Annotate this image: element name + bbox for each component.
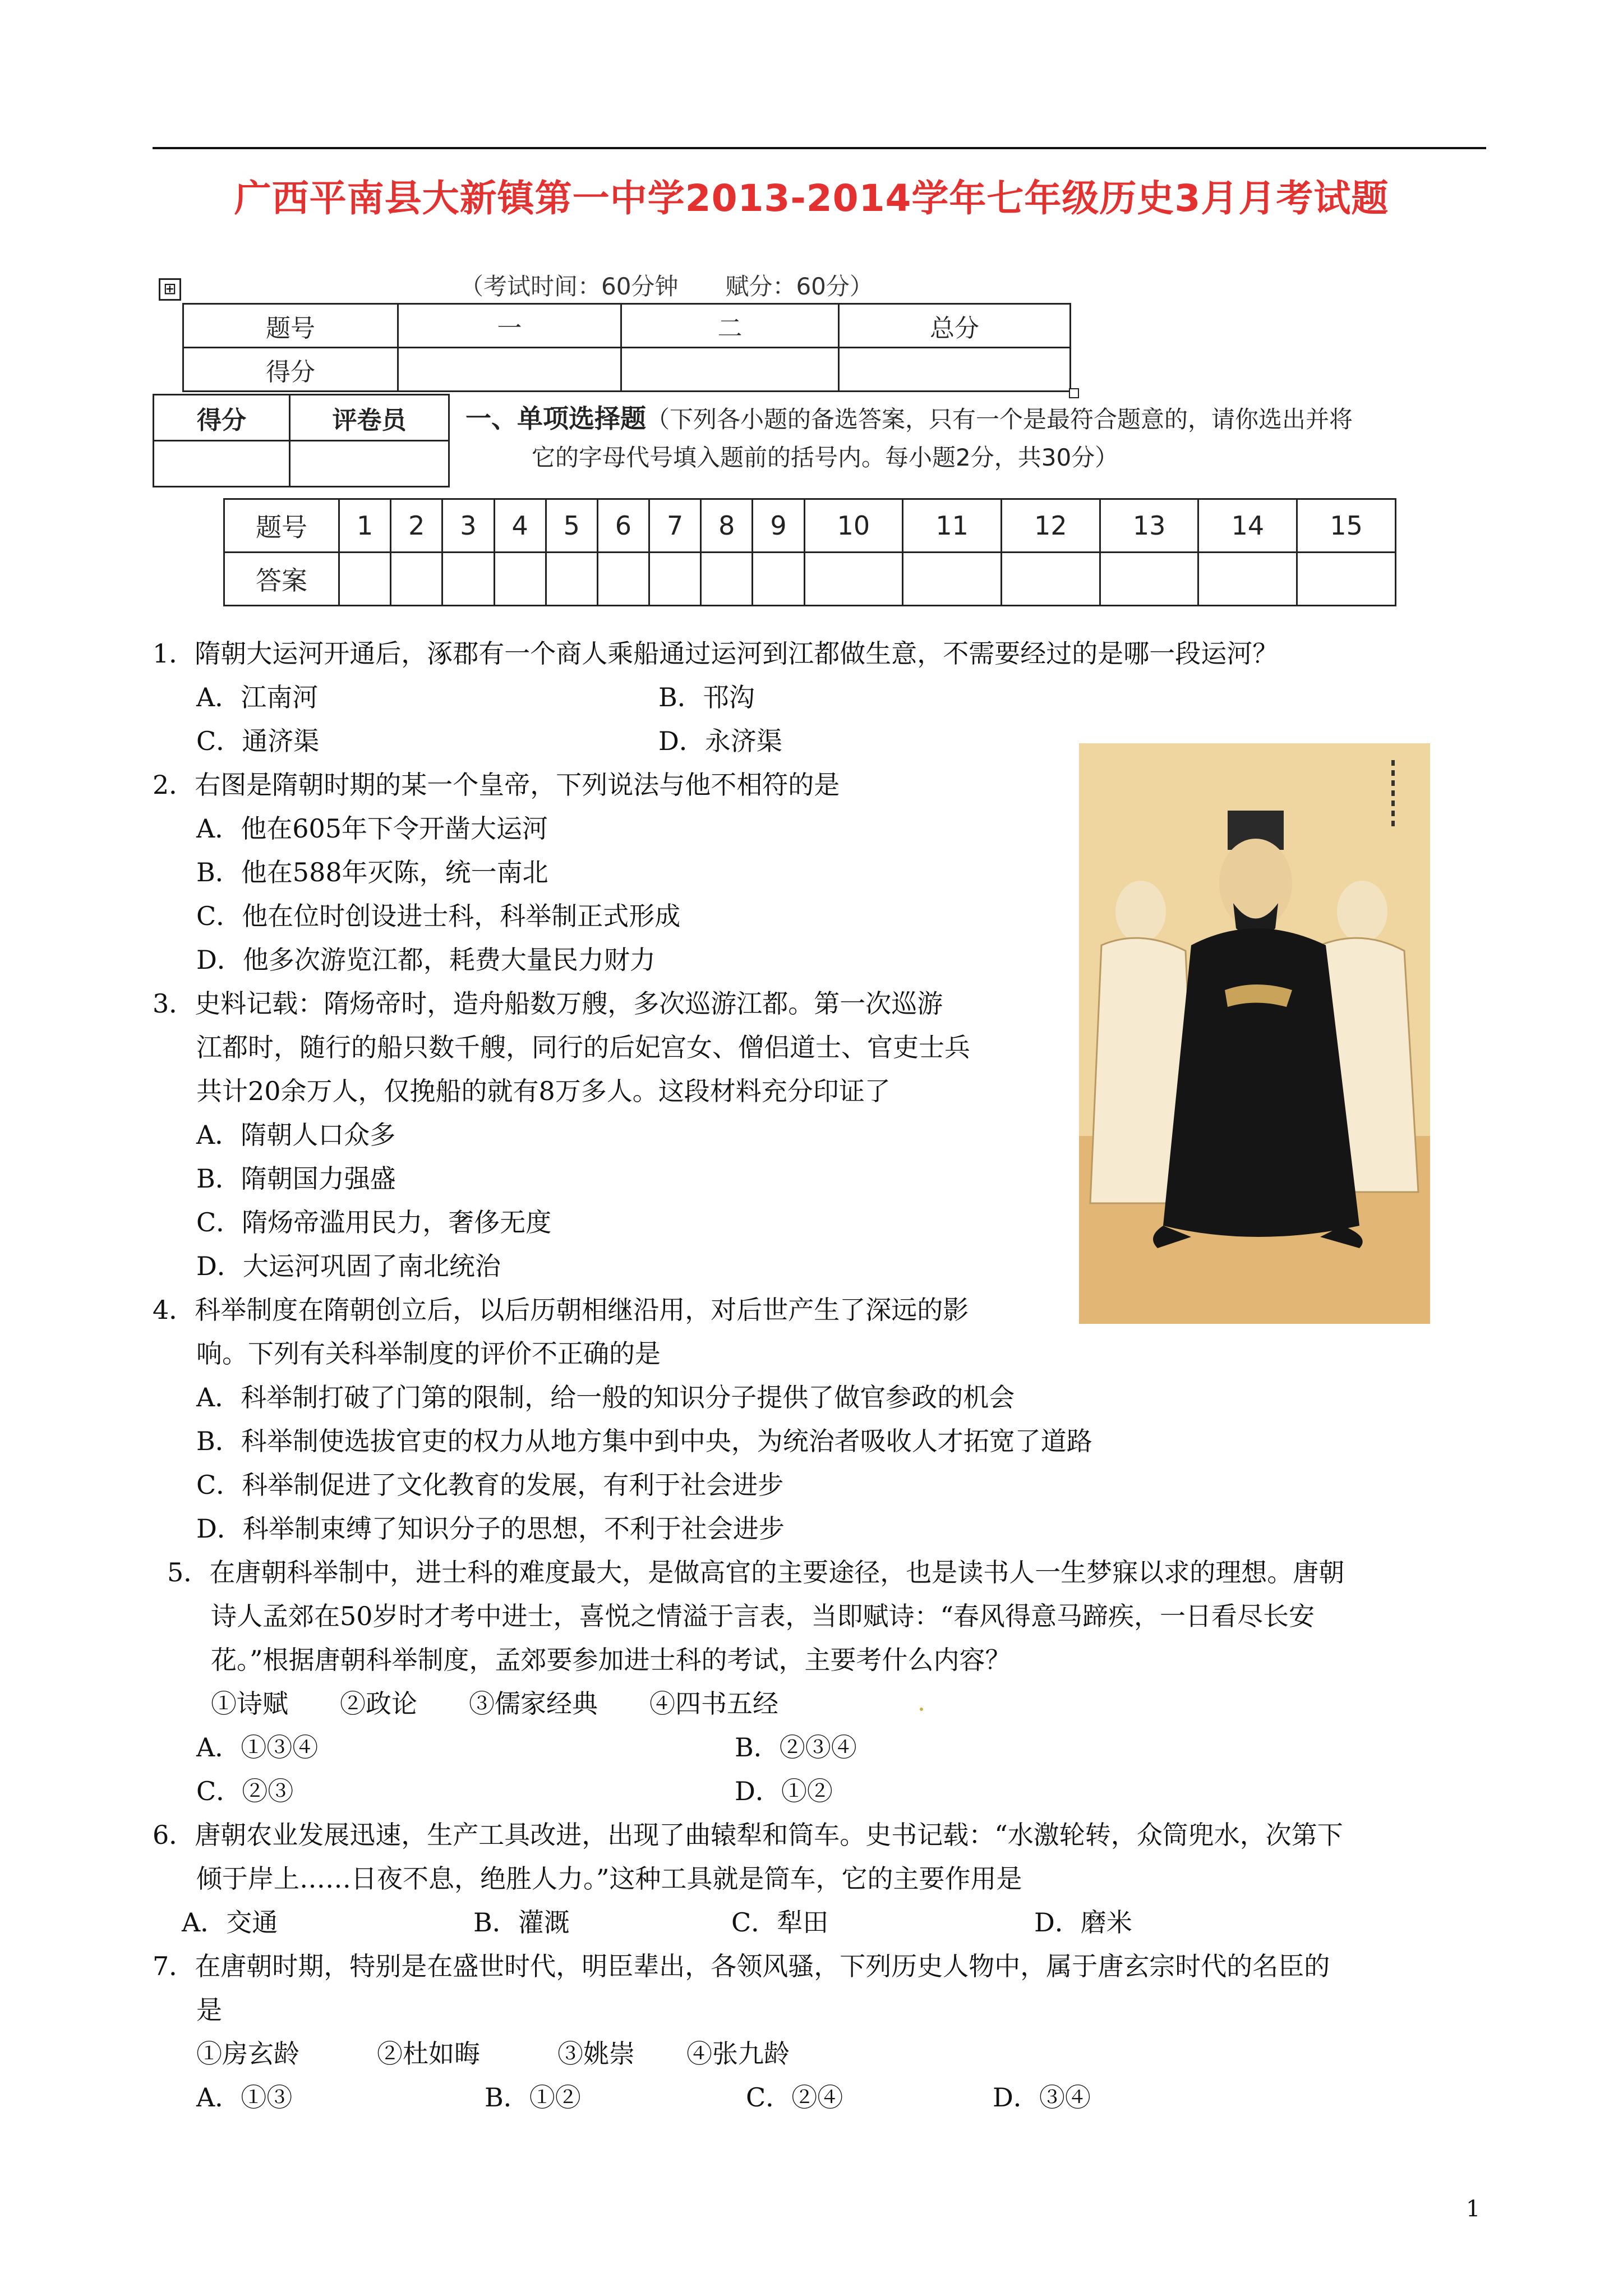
question-1-option-b: B．邗沟 [658,682,755,712]
question-number: 7 [649,499,701,553]
score-table-header: 二 [621,304,839,348]
question-1-option-d: D．永济渠 [658,726,782,756]
question-7-option-d: D．③④ [993,2082,1091,2113]
answer-cell[interactable] [1002,553,1100,606]
question-6-stem-line2: 倾于岸上……日夜不息，绝胜人力。”这种工具就是筒车，它的主要作用是 [196,1864,1022,1894]
score-table [182,303,1071,392]
answer-cell[interactable] [649,553,701,606]
question-4-option-d: D．科举制束缚了知识分子的思想，不利于社会进步 [196,1513,785,1544]
answer-table-header-label: 题号 [224,499,339,553]
question-number: 10 [804,499,903,553]
question-3-stem-line3: 共计20余万人，仅挽船的就有8万多人。这段材料充分印证了 [196,1076,891,1106]
section-instructions [465,399,1430,477]
answer-cell[interactable] [1100,553,1198,606]
score-table-label: 得分 [183,348,398,392]
question-number: 14 [1198,499,1297,553]
question-number: 4 [494,499,546,553]
question-1-option-a: A．江南河 [196,682,319,712]
question-1-option-c: C．通济渠 [196,726,320,756]
question-6-option-b: B．灌溉 [473,1907,570,1938]
question-3-stem-line1: 3．史料记载：隋炀帝时，造舟船数万艘，多次巡游江都。第一次巡游 [153,988,943,1019]
question-5-stem-line2: 诗人孟郊在50岁时才考中进士，喜悦之情溢于言表，当即赋诗：“春风得意马蹄疾，一日看尽长安 [211,1601,1315,1631]
question-number: 12 [1002,499,1100,553]
answer-cell[interactable] [442,553,494,606]
header-rule [153,147,1486,149]
question-2-option-d: D．他多次游览江都，耗费大量民力财力 [196,945,656,975]
question-number: 11 [903,499,1002,553]
question-3-option-d: D．大运河巩固了南北统治 [196,1251,501,1281]
grader-score-cell[interactable] [154,441,290,487]
score-cell[interactable] [839,348,1071,392]
grader-label: 评卷员 [290,395,449,441]
question-number: 6 [597,499,649,553]
stray-dot [920,1708,923,1711]
question-3-option-a: A．隋朝人口众多 [196,1120,396,1150]
question-4-stem-line1: 4．科举制度在隋朝创立后，以后历朝相继沿用，对后世产生了深远的影 [153,1295,969,1325]
question-5-option-b: B．②③④ [735,1732,857,1763]
question-5-items: ①诗赋 ②政论 ③儒家经典 ④四书五经 [211,1688,778,1719]
question-5-stem-line1: 5．在唐朝科举制中，进士科的难度最大，是做高官的主要途径，也是读书人一生梦寐以求的理想。唐朝 [167,1557,1345,1588]
question-1-stem: 1．隋朝大运河开通后，涿郡有一个商人乘船通过运河到江都做生意，不需要经过的是哪一段运河？ [153,638,1279,669]
question-4-stem-line2: 响。下列有关科举制度的评价不正确的是 [196,1338,661,1369]
answer-cell[interactable] [1198,553,1297,606]
emperor-portrait-drawing [1079,743,1430,1324]
question-number: 13 [1100,499,1198,553]
answer-cell[interactable] [391,553,442,606]
question-number: 9 [753,499,804,553]
question-2-option-b: B．他在588年灭陈，统一南北 [196,857,548,887]
question-3-stem-line2: 江都时，随行的船只数千艘，同行的后妃宫女、僧侣道士、官吏士兵 [196,1032,970,1062]
question-2-option-a: A．他在605年下令开凿大运河 [196,813,548,844]
question-7-option-a: A．①③ [196,2082,293,2113]
answer-cell[interactable] [494,553,546,606]
question-7-stem-line2: 是 [196,1995,222,2025]
question-6-option-d: D．磨米 [1034,1907,1132,1938]
emperor-portrait-image [1079,743,1430,1324]
question-5-option-d: D．①② [735,1776,833,1806]
score-table-header: 一 [398,304,621,348]
question-6-stem-line1: 6．唐朝农业发展迅速，生产工具改进，出现了曲辕犁和筒车。史书记载：“水激轮转，众筒兜水，次第下 [153,1820,1343,1850]
question-number: 1 [339,499,391,553]
answer-cell[interactable] [753,553,804,606]
table-move-handle-icon[interactable]: ⊞ [159,278,181,301]
question-number: 3 [442,499,494,553]
question-4-option-b: B．科举制使选拔官吏的权力从地方集中到中央，为统治者吸收人才拓宽了道路 [196,1426,1092,1456]
question-3-option-b: B．隋朝国力强盛 [196,1163,396,1194]
table-resize-handle[interactable] [1069,388,1079,398]
answer-cell[interactable] [903,553,1002,606]
question-7-option-c: C．②④ [746,2082,843,2113]
question-3-option-c: C．隋炀帝滥用民力，奢侈无度 [196,1207,552,1237]
question-2-option-c: C．他在位时创设进士科，科举制正式形成 [196,901,681,931]
grader-name-cell[interactable] [290,441,449,487]
question-number: 2 [391,499,442,553]
question-5-stem-line3: 花。”根据唐朝科举制度，孟郊要参加进士科的考试，主要考什么内容？ [211,1645,1011,1675]
question-4-option-c: C．科举制促进了文化教育的发展，有利于社会进步 [196,1470,784,1500]
score-cell[interactable] [621,348,839,392]
question-6-option-c: C．犁田 [731,1907,829,1938]
grader-score-label: 得分 [154,395,290,441]
question-7-items: ①房玄龄 ②杜如晦 ③姚崇 ④张九龄 [196,2039,790,2069]
question-number: 8 [701,499,753,553]
question-5-option-a: A．①③④ [196,1732,319,1763]
score-table-header: 题号 [183,304,398,348]
answer-cell[interactable] [339,553,391,606]
page-title: 广西平南县大新镇第一中学2013-2014学年七年级历史3月月考试题 [234,177,1389,220]
answer-cell[interactable] [1297,553,1396,606]
grader-table [153,394,450,487]
question-number: 5 [546,499,597,553]
question-7-option-b: B．①② [485,2082,581,2113]
section-instructions-line2: 它的字母代号填入题前的括号内。每小题2分，共30分） [532,444,1119,471]
answer-cell[interactable] [701,553,753,606]
question-7-stem-line1: 7．在唐朝时期，特别是在盛世时代，明臣辈出，各领风骚，下列历史人物中，属于唐玄宗时代的名臣的 [153,1951,1330,1981]
exam-info: （考试时间：60分钟 赋分：60分） [460,273,873,300]
answer-cell[interactable] [804,553,903,606]
score-cell[interactable] [398,348,621,392]
question-2-stem: 2．右图是隋朝时期的某一个皇帝，下列说法与他不相符的是 [153,770,840,800]
question-6-option-a: A．交通 [182,1907,278,1938]
question-number: 15 [1297,499,1396,553]
page-number: 1 [1466,2196,1481,2222]
answer-cell[interactable] [546,553,597,606]
question-5-option-c: C．②③ [196,1776,294,1806]
answer-table [223,498,1396,606]
answer-cell[interactable] [597,553,649,606]
score-table-header: 总分 [839,304,1071,348]
section-heading: 一、单项选择题 [465,403,646,434]
question-4-option-a: A．科举制打破了门第的限制，给一般的知识分子提供了做官参政的机会 [196,1382,1015,1412]
section-instructions-line1: （下列各小题的备选答案，只有一个是最符合题意的，请你选出并将 [646,406,1353,433]
answer-table-answer-label: 答案 [224,553,339,606]
